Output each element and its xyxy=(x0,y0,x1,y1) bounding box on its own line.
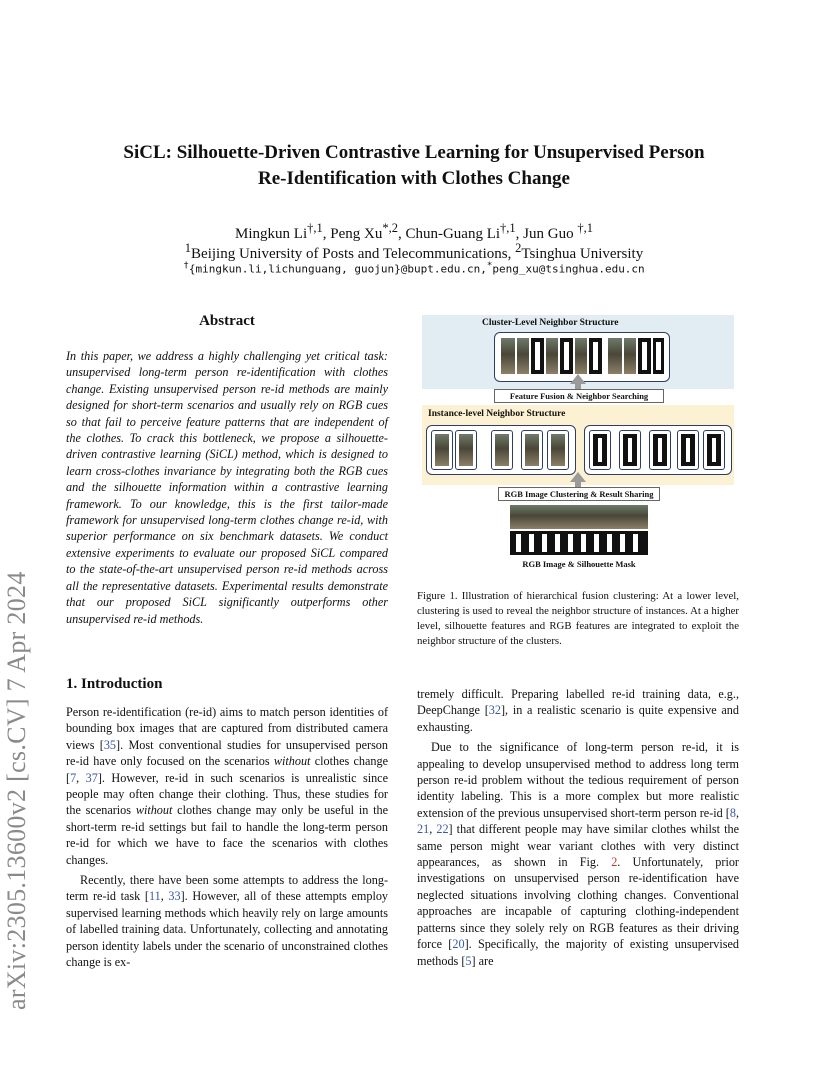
right-paragraph-1: tremely difficult. Preparing labelled re-id training data, e.g., DeepChange [32], in a realistic scenario is quite expensive and exhausting. xyxy=(417,687,739,734)
citation-link[interactable]: 37 xyxy=(85,770,98,785)
citation-link[interactable]: 8 xyxy=(729,805,736,820)
citation-link[interactable]: 33 xyxy=(168,889,181,904)
affiliations: $^1$Beijing University of Posts and Telecommunications, $^2$Tsinghua University xyxy=(184,241,644,262)
abstract-heading: Abstract xyxy=(199,313,255,329)
introduction-heading: 1. Introduction xyxy=(66,676,163,692)
author-name: Jun Guo xyxy=(523,226,574,242)
arxiv-identifier: arXiv:2305.13600v2 [cs.CV] 7 Apr 2024 xyxy=(2,571,31,1010)
input-label: RGB Image & Silhouette Mask xyxy=(522,559,636,569)
citation-link[interactable]: 35 xyxy=(103,737,117,752)
arrow-up-icon xyxy=(570,374,586,384)
author-name: Peng Xu xyxy=(330,226,383,242)
author-list: Mingkun $Li^{\dagger,1}$, Peng $Xu^{*,2}$, Chun-Guang $Li^{\dagger,1}$, Jun Guo $^{\dagger,1}$ xyxy=(235,221,593,242)
author-sup: *,2 xyxy=(382,221,398,235)
author-sup: †,1 xyxy=(307,221,323,235)
intro-paragraph-1: Person re-identification (re-id) aims to match person identities of bounding box images that are captured from distributed camera views [35]. Most conventional studies for unsupervised person re-id have only focused on the scenarios without clothes change [7, 37]. However, re-id in such scenarios is unrealistic since people may often change their clothing. Thus, these studies for the scenarios without clothes change may only be useful in the short-term re-id settings but fail to handle the long-term person re-id for which we have to face the scenarios with clothes changes. xyxy=(66,705,389,867)
author-name: Mingkun Li xyxy=(235,226,308,242)
rgb-image-strip xyxy=(510,505,648,529)
arrow-up-icon xyxy=(570,472,586,482)
citation-link[interactable]: 20 xyxy=(452,937,465,952)
left-column-text xyxy=(66,704,388,971)
cluster-level-label: Cluster-Level Neighbor Structure xyxy=(482,318,619,328)
title-line-1: SiCL: Silhouette-Driven Contrastive Learning for Unsupervised Person xyxy=(123,142,705,163)
email-group-2: peng_xu@tsinghua.edu.cn xyxy=(492,262,645,276)
citation-link[interactable]: 5 xyxy=(465,953,472,968)
intro-paragraph-2: Recently, there have been some attempts to address the long-term re-id task [11, 33]. However, all of these attempts employ supervised learning methods which heavily rely on large amounts of labelled training data. Unfortunately, collecting and annotating person identity labels under the scenario of unconstrained clothes change is ex- xyxy=(66,873,389,970)
abstract-text: In this paper, we address a highly challenging yet critical task: unsupervised long-term person re-identification with clothes change. Existing unsupervised person re-id methods are mainly designed for short-term scenarios and usually rely on RGB cues so that fail to perceive feature patterns that are independent of the clothes. To crack this bottleneck, we propose a silhouette-driven contrastive learning (SiCL) method, which is designed to learn cross-clothes invariance by integrating both the RGB cues and the silhouette information within a contrastive learning framework. To our knowledge, this is the first tailor-made framework for unsupervised long-term clothes change re-id, with superior performance on six benchmark datasets. We conduct extensive experiments to evaluate our proposed SiCL compared to the state-of-the-art unsupervised person re-id methods across all the representative datasets. Experimental results demonstrate that our proposed SiCL significantly outperforms other unsupervised re-id methods. xyxy=(66,349,388,626)
author-name: Chun-Guang Li xyxy=(405,226,501,242)
silhouette-mask-strip xyxy=(510,531,648,555)
instance-silhouette-box xyxy=(584,425,732,475)
affiliation-2: Tsinghua University xyxy=(521,246,644,262)
figure-reference-link[interactable]: 2 xyxy=(611,855,618,870)
affiliation-1: Beijing University of Posts and Telecommunications, xyxy=(191,246,512,262)
clustering-label: RGB Image Clustering & Result Sharing xyxy=(498,487,660,501)
instance-rgb-box xyxy=(426,425,576,475)
citation-link[interactable]: 32 xyxy=(488,703,501,718)
paper-title xyxy=(80,140,748,192)
email-group-1: {mingkun.li,lichunguang, guojun}@bupt.edu.cn, xyxy=(188,262,487,276)
figure-caption: Figure 1. Illustration of hierarchical fusion clustering: At a lower level, clustering is used to reveal the neighbor structure of instances. At a higher level, silhouette features and RGB features are integrated to exploit the neighbor structure of the clusters. xyxy=(417,590,739,647)
author-sup: †,1 xyxy=(500,221,516,235)
author-emails: †{mingkun.li,lichunguang, guojun}@bupt.edu.cn,*peng_xu@tsinghua.edu.cn xyxy=(183,260,645,276)
citation-link[interactable]: 11 xyxy=(148,889,161,904)
right-column-text xyxy=(417,686,739,969)
citation-link[interactable]: 7 xyxy=(70,770,77,785)
author-sup: †,1 xyxy=(577,221,593,235)
figure-1 xyxy=(418,313,740,581)
fusion-label: Feature Fusion & Neighbor Searching xyxy=(494,389,664,403)
right-paragraph-2: Due to the significance of long-term person re-id, it is appealing to develop unsupervised method to address long term person re-id problem without the tedious requirement of person identity labeling. This is a more complex but more realistic extension of the previous unsupervised short-term person re-id [8, 21, 22] that different people may have similar clothes whilst the same person might wear variant clothes with very distinct appearances, as shown in Fig. 2. Unfortunately, prior investigations on unsupervised person re-identification have neglected situations involving clothing changes. Conventional approaches are incapable of capturing clothing-independent patterns since they solely rely on RGB features as their driving force [20]. Specifically, the majority of existing unsupervised methods [5] are xyxy=(417,740,740,968)
title-line-2: Re-Identification with Clothes Change xyxy=(258,168,570,189)
citation-link[interactable]: 22 xyxy=(436,822,449,837)
instance-level-label: Instance-level Neighbor Structure xyxy=(428,409,566,419)
citation-link[interactable]: 21 xyxy=(417,822,430,837)
